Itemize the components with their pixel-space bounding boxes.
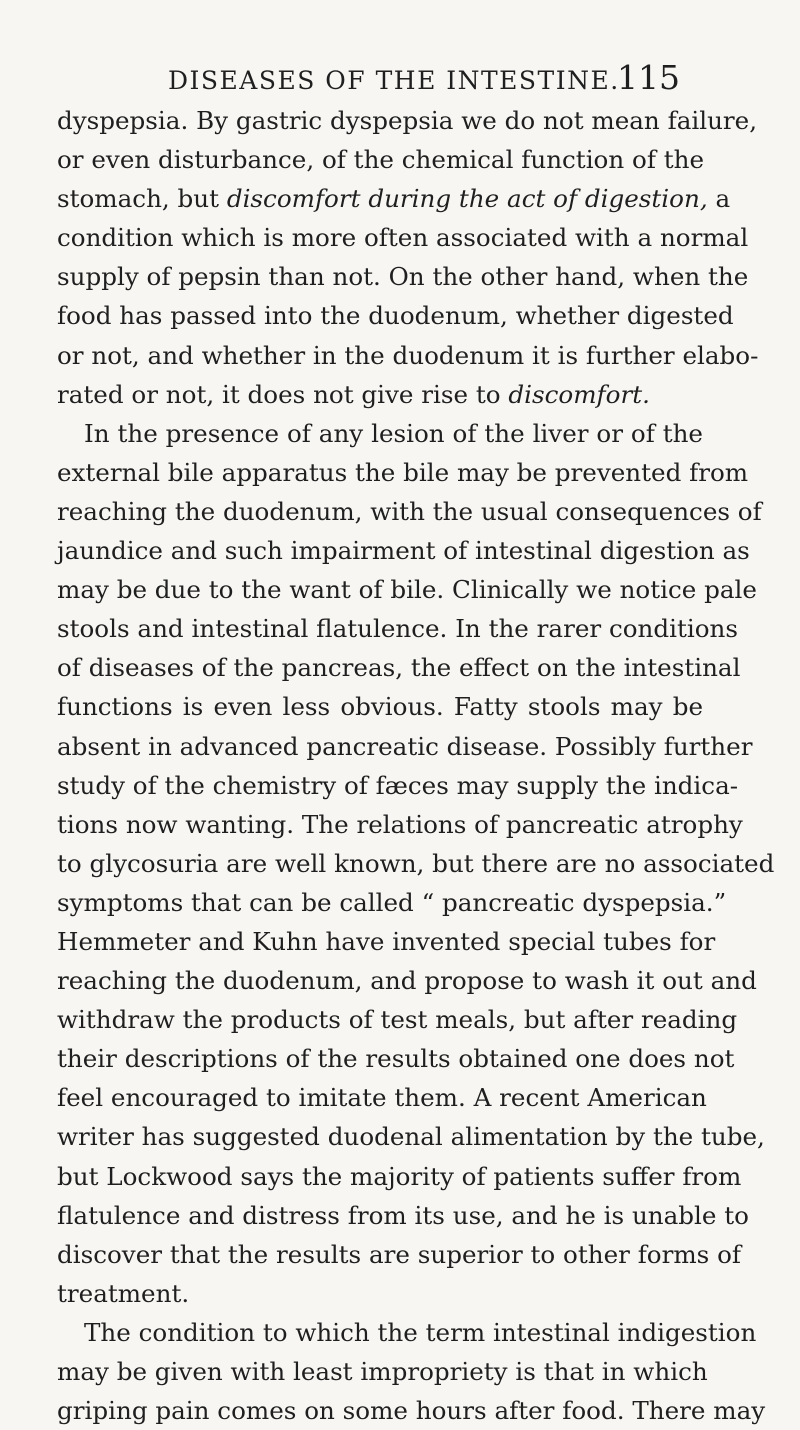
text-line: absent in advanced pancreatic disease. Possibly further bbox=[57, 731, 753, 761]
text-line: symptoms that can be called “ pancreatic dyspepsia.” bbox=[57, 887, 727, 917]
text-segment: a bbox=[707, 184, 731, 214]
text-line: may be given with least impropriety is that in which bbox=[57, 1357, 708, 1386]
page-number: 115 bbox=[617, 58, 680, 97]
italic-emphasis: discomfort during the act of digestion, bbox=[226, 184, 708, 214]
text-line bbox=[57, 375, 703, 414]
text-line: griping pain comes on some hours after food. There may bbox=[57, 1396, 766, 1426]
text-line: functions is even less obvious. Fatty stools may be bbox=[57, 692, 703, 722]
text-line: dyspepsia. By gastric dyspepsia we do not mean failure, bbox=[57, 106, 758, 135]
text-line: The condition to which the term intestinal indigestion bbox=[84, 1317, 757, 1347]
text-line: stools and intestinal flatulence. In the rarer conditions bbox=[57, 614, 739, 644]
running-title: DISEASES OF THE INTESTINE. bbox=[168, 66, 620, 95]
text-line: condition which is more often associated with a normal bbox=[57, 223, 749, 253]
text-line: food has passed into the duodenum, whether digested bbox=[57, 301, 734, 331]
text-segment: stomach, but bbox=[57, 184, 227, 214]
text-line: tions now wanting. The relations of pancreatic atrophy bbox=[57, 809, 743, 839]
text-line: may be due to the want of bile. Clinically we notice pale bbox=[57, 575, 757, 605]
text-line: reaching the duodenum, with the usual consequences of bbox=[57, 496, 762, 526]
text-line: discover that the results are superior to other forms of bbox=[57, 1239, 742, 1269]
text-line: external bile apparatus the bile may be prevented from bbox=[57, 457, 749, 487]
text-line: study of the chemistry of fæces may supply the indica- bbox=[57, 770, 739, 800]
text-line: or not, and whether in the duodenum it is further elabo- bbox=[57, 340, 759, 370]
text-line: of diseases of the pancreas, the effect on the intestinal bbox=[57, 653, 741, 683]
text-line: treatment. bbox=[57, 1278, 190, 1308]
text-line: jaundice and such impairment of intestinal digestion as bbox=[57, 536, 750, 566]
text-line bbox=[57, 179, 731, 218]
italic-emphasis: discomfort. bbox=[508, 379, 650, 409]
text-line: Hemmeter and Kuhn have invented special tubes for bbox=[57, 926, 716, 956]
running-head bbox=[168, 58, 688, 98]
text-line: to glycosuria are well known, but there are no associated bbox=[57, 848, 775, 878]
text-line: writer has suggested duodenal alimentation by the tube, bbox=[57, 1122, 765, 1152]
text-line: but Lockwood says the majority of patients suffer from bbox=[57, 1161, 742, 1191]
text-segment: rated or not, it does not give rise to bbox=[57, 379, 509, 409]
text-line: flatulence and distress from its use, and he is unable to bbox=[57, 1200, 749, 1230]
text-line: supply of pepsin than not. On the other hand, when the bbox=[57, 262, 749, 292]
body-text bbox=[57, 101, 775, 1430]
text-line: In the presence of any lesion of the liver or of the bbox=[84, 418, 703, 448]
text-line: feel encouraged to imitate them. A recent American bbox=[57, 1083, 707, 1113]
text-line: their descriptions of the results obtained one does not bbox=[57, 1044, 735, 1074]
text-line: or even disturbance, of the chemical function of the bbox=[57, 145, 705, 175]
text-line: reaching the duodenum, and propose to wash it out and bbox=[57, 966, 757, 996]
text-line: withdraw the products of test meals, but after reading bbox=[57, 1005, 738, 1035]
